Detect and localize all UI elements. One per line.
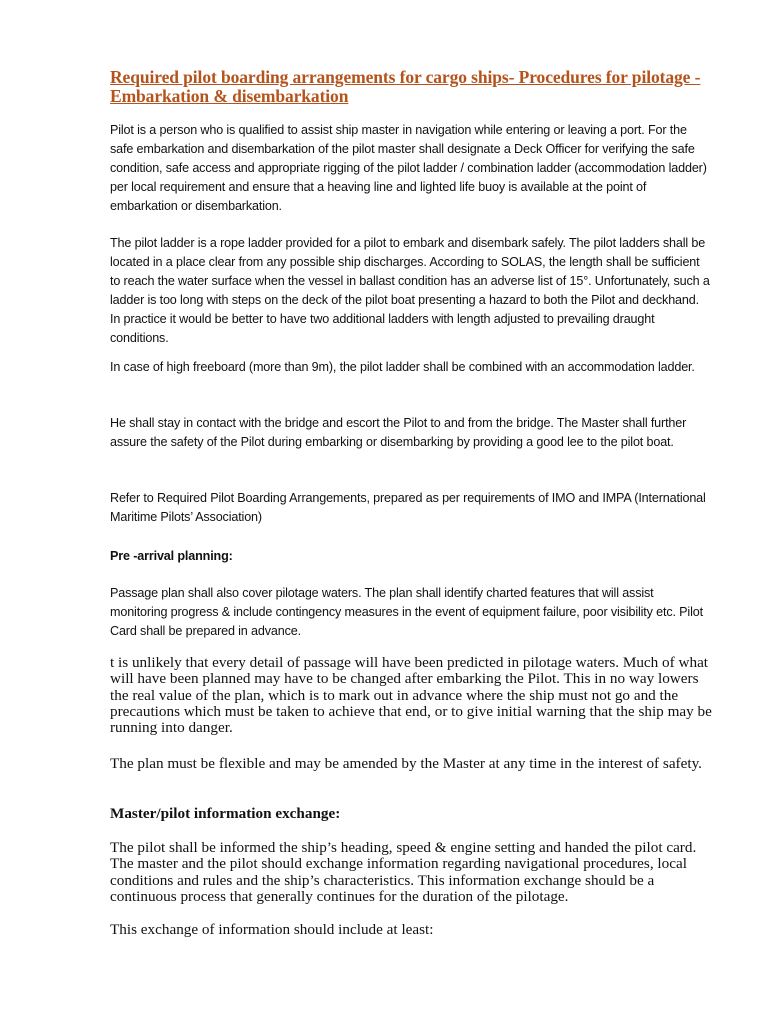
paragraph-pilotage-waters: t is unlikely that every detail of passage will have been predicted in pilotage waters. Much of what will have been planned may have to be changed after embarking the Pilot. This in no way lowers the real value of the plan, which is to mark out in advance where the ship must not go and the precautions which must be taken to achieve that end, or to give initial warning that the ship may be running into danger. [110,654,712,737]
paragraph-pilot-definition: Pilot is a person who is qualified to assist ship master in navigation while entering or leaving a port. For the safe embarkation and disembarkation of the pilot master shall designate a Deck Officer for verifying the safe condition, safe access and appropriate rigging of the pilot ladder / combination ladder (accommodation ladder) per local requirement and ensure that a heaving line and lighted life buoy is available at the point of embarkation or disembarkation. [110,123,707,213]
paragraph-refer-imo-impa: Refer to Required Pilot Boarding Arrangements, prepared as per requirements of IMO and IMPA (International Maritime Pilots’ Association) [110,491,706,524]
paragraph-high-freeboard: In case of high freeboard (more than 9m), the pilot ladder shall be combined with an accommodation ladder. [110,360,695,374]
paragraph-exchange-include: This exchange of information should include at least: [110,921,434,938]
paragraph-bridge-escort: He shall stay in contact with the bridge and escort the Pilot to and from the bridge. The Master shall further assure the safety of the Pilot during embarking or disembarking by providing a good lee to the pilot boat. [110,416,687,449]
heading-information-exchange: Master/pilot information exchange: [110,805,341,822]
paragraph-information-exchange: The pilot shall be informed the ship’s heading, speed & engine setting and handed the pilot card. The master and the pilot should exchange information regarding navigational procedures, local conditions and rules and the ship’s characteristics. This information exchange should be a continuous process that generally continues for the duration of the pilotage. [110,839,697,905]
paragraph-passage-plan: Passage plan shall also cover pilotage waters. The plan shall identify charted features that will assist monitoring progress & include contingency measures in the event of equipment failure, poor visibility etc. Pilot Card shall be prepared in advance. [110,586,703,638]
paragraph-pilot-ladder: The pilot ladder is a rope ladder provided for a pilot to embark and disembark safely. The pilot ladders shall be located in a place clear from any possible ship discharges. According to SOLAS, the length shall be sufficient to reach the water surface when the vessel in ballast condition has an adverse list of 15°. Unfortunately, such a ladder is too long with steps on the deck of the pilot boat presenting a hazard to both the Pilot and deckhand. In practice it would be better to have two additional ladders with length adjusted to prevailing draught conditions. [110,236,710,345]
paragraph-flexible-plan: The plan must be flexible and may be amended by the Master at any time in the interest of safety. [110,755,702,772]
heading-pre-arrival-planning: Pre -arrival planning: [110,549,233,563]
document-title: Required pilot boarding arrangements for cargo ships- Procedures for pilotage - Embarkation & disembarkation [110,67,701,106]
